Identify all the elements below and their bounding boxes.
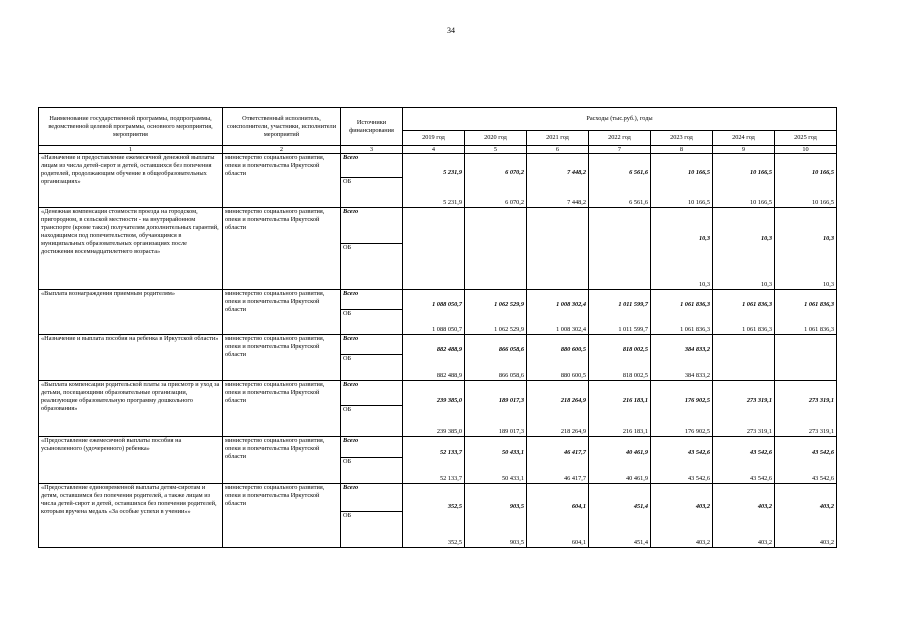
expense-cell	[651, 335, 713, 381]
source-ob-label: ОБ	[343, 178, 352, 185]
expense-cell	[465, 154, 527, 208]
expense-cell	[775, 437, 837, 484]
table-row	[39, 437, 837, 484]
source-ob-label: ОБ	[343, 310, 352, 317]
page-number: 34	[447, 26, 455, 35]
table-row	[39, 484, 837, 548]
expenses-table	[38, 107, 837, 548]
column-number: 4	[403, 146, 465, 154]
funding-source	[341, 437, 403, 484]
header-sources: Источники финансирования	[341, 108, 403, 146]
expense-ob-value: 239 385,0	[436, 428, 462, 435]
expense-total-value: 273 319,1	[746, 397, 772, 404]
expense-cell	[589, 290, 651, 335]
expense-cell	[713, 290, 775, 335]
expense-total-value: 6 070,2	[505, 169, 524, 176]
expense-ob-value: 1 061 836,3	[680, 326, 710, 333]
expense-ob-value: 10 166,5	[811, 199, 835, 206]
expense-cell	[713, 335, 775, 381]
expense-ob-value: 176 902,5	[684, 428, 710, 435]
source-ob-label: ОБ	[343, 512, 352, 519]
expense-cell	[775, 208, 837, 290]
expense-total-value: 10 166,5	[749, 169, 772, 176]
expense-ob-value: 43 542,6	[749, 475, 772, 482]
expense-cell	[589, 208, 651, 290]
column-number: 2	[223, 146, 341, 154]
year-header: 2021 год	[527, 131, 589, 146]
expense-cell	[403, 437, 465, 484]
expense-total-value: 1 008 302,4	[556, 301, 586, 308]
expense-cell	[403, 381, 465, 437]
activity-name: «Денежная компенсация стоимости проезда на городском, пригородном, в сельской местности - на внутрирайонном транспорте (кроме такси) получателям дополнительных гарантий, находящимся под попечительством, обучающимся в муниципальных образовательных организациях после достижения восемнадцатилетнего возраста»	[39, 208, 223, 290]
source-total-label: Всего	[341, 335, 402, 355]
expense-ob-value: 10,3	[760, 281, 772, 288]
expense-total-value: 1 062 529,9	[494, 301, 524, 308]
responsible-executor: министерство социального развития, опеки и попечительства Иркутской области	[223, 335, 341, 381]
year-header: 2022 год	[589, 131, 651, 146]
expense-ob-value: 7 448,2	[567, 199, 586, 206]
expense-cell	[589, 154, 651, 208]
year-header: 2020 год	[465, 131, 527, 146]
expense-total-value: 818 002,5	[622, 346, 648, 353]
expense-ob-value: 6 070,2	[505, 199, 524, 206]
table-row	[39, 290, 837, 335]
expense-total-value: 43 542,6	[749, 449, 772, 456]
responsible-executor: министерство социального развития, опеки и попечительства Иркутской области	[223, 208, 341, 290]
column-number: 6	[527, 146, 589, 154]
expense-total-value: 10 166,5	[811, 169, 835, 176]
expense-cell	[527, 381, 589, 437]
expense-total-value: 866 058,6	[498, 346, 524, 353]
expense-total-value: 40 461,9	[625, 449, 648, 456]
source-ob-label: ОБ	[343, 355, 352, 362]
expense-ob-value: 403,2	[757, 539, 772, 546]
expense-cell	[775, 484, 837, 548]
expense-ob-value: 6 561,6	[629, 199, 648, 206]
expense-ob-value: 218 264,9	[560, 428, 586, 435]
expense-total-value: 239 385,0	[436, 397, 462, 404]
expense-ob-value: 604,1	[571, 539, 586, 546]
expense-ob-value: 216 183,1	[622, 428, 648, 435]
expense-ob-value: 403,2	[695, 539, 710, 546]
source-total-label: Всего	[341, 290, 402, 310]
expense-ob-value: 273 319,1	[808, 428, 835, 435]
expense-ob-value: 43 542,6	[687, 475, 710, 482]
expense-ob-value: 40 461,9	[625, 475, 648, 482]
expense-cell	[775, 154, 837, 208]
expense-total-value: 1 061 836,3	[804, 301, 835, 308]
column-number: 7	[589, 146, 651, 154]
expense-ob-value: 10 166,5	[749, 199, 772, 206]
expense-ob-value: 52 133,7	[439, 475, 462, 482]
column-number: 10	[775, 146, 837, 154]
expense-ob-value: 1 088 050,7	[432, 326, 462, 333]
table-row	[39, 208, 837, 290]
expense-cell	[775, 381, 837, 437]
expense-total-value: 10,3	[760, 235, 772, 242]
expense-total-value: 218 264,9	[560, 397, 586, 404]
expense-total-value: 10,3	[822, 235, 835, 242]
expense-cell	[589, 437, 651, 484]
expense-cell	[527, 290, 589, 335]
activity-name: «Предоставление ежемесячной выплаты пособия на усыновленного (удочеренного) ребенка»	[39, 437, 223, 484]
activity-name: «Выплата вознаграждения приемным родителям»	[39, 290, 223, 335]
expense-ob-value: 880 600,5	[560, 372, 586, 379]
expense-total-value: 46 417,7	[563, 449, 586, 456]
expense-cell	[465, 381, 527, 437]
expense-ob-value: 384 833,2	[684, 372, 710, 379]
header-responsible: Ответственный исполнитель, соисполнители, участники, исполнители мероприятий	[223, 108, 341, 146]
expense-cell	[465, 335, 527, 381]
expense-total-value: 882 488,9	[436, 346, 462, 353]
responsible-executor: министерство социального развития, опеки и попечительства Иркутской области	[223, 381, 341, 437]
expense-ob-value: 1 061 836,3	[804, 326, 835, 333]
expense-ob-value: 403,2	[819, 539, 835, 546]
expense-total-value: 5 231,9	[443, 169, 462, 176]
expense-ob-value: 866 058,6	[498, 372, 524, 379]
expense-ob-value: 1 008 302,4	[556, 326, 586, 333]
expense-ob-value: 10,3	[698, 281, 710, 288]
expense-ob-value: 1 011 599,7	[618, 326, 648, 333]
expense-cell	[775, 335, 837, 381]
expense-cell	[713, 208, 775, 290]
expense-total-value: 6 561,6	[629, 169, 648, 176]
expense-cell	[527, 335, 589, 381]
expense-cell	[651, 381, 713, 437]
expense-cell	[403, 290, 465, 335]
activity-name: «Выплата компенсации родительской платы за присмотр и уход за детьми, посещающими образовательные организации, реализующие образовательную программу дошкольного образования»	[39, 381, 223, 437]
expense-cell	[403, 154, 465, 208]
expense-cell	[465, 484, 527, 548]
expense-cell	[713, 437, 775, 484]
expense-cell	[589, 484, 651, 548]
funding-source	[341, 381, 403, 437]
expense-ob-value: 43 542,6	[811, 475, 835, 482]
responsible-executor: министерство социального развития, опеки и попечительства Иркутской области	[223, 484, 341, 548]
expense-cell	[465, 437, 527, 484]
source-total-label: Всего	[341, 381, 402, 406]
header-expenses: Расходы (тыс.руб.), годы	[403, 108, 837, 131]
expense-cell	[403, 484, 465, 548]
expense-ob-value: 189 017,3	[498, 428, 524, 435]
year-header: 2024 год	[713, 131, 775, 146]
expense-total-value: 403,2	[695, 503, 710, 510]
expense-cell	[527, 484, 589, 548]
expense-total-value: 1 088 050,7	[432, 301, 462, 308]
expense-total-value: 403,2	[757, 503, 772, 510]
source-total-label: Всего	[341, 437, 402, 458]
expense-total-value: 903,5	[509, 503, 524, 510]
expense-total-value: 352,5	[447, 503, 462, 510]
responsible-executor: министерство социального развития, опеки и попечительства Иркутской области	[223, 437, 341, 484]
expense-ob-value: 352,5	[447, 539, 462, 546]
expense-cell	[713, 381, 775, 437]
expense-ob-value: 451,4	[633, 539, 648, 546]
expense-total-value: 10 166,5	[687, 169, 710, 176]
year-header: 2023 год	[651, 131, 713, 146]
expense-ob-value: 5 231,9	[443, 199, 462, 206]
expense-ob-value: 903,5	[509, 539, 524, 546]
source-ob-label: ОБ	[343, 406, 352, 413]
responsible-executor: министерство социального развития, опеки и попечительства Иркутской области	[223, 290, 341, 335]
expense-total-value: 50 433,1	[501, 449, 524, 456]
year-header: 2019 год	[403, 131, 465, 146]
expense-cell	[465, 290, 527, 335]
funding-source	[341, 154, 403, 208]
expense-ob-value: 1 061 836,3	[742, 326, 772, 333]
expense-cell	[589, 381, 651, 437]
source-total-label: Всего	[341, 154, 402, 178]
expense-cell	[651, 290, 713, 335]
expense-cell	[403, 208, 465, 290]
column-number: 9	[713, 146, 775, 154]
header-name: Наименование государственной программы, подпрограммы, ведомственной целевой программы, основного мероприятия, мероприятия	[39, 108, 223, 146]
expense-cell	[775, 290, 837, 335]
table-row	[39, 381, 837, 437]
activity-name: «Назначение и предоставление ежемесячной денежной выплаты лицам из числа детей-сирот и детей, оставшихся без попечения родителей, продолжающим обучение в общеобразовательных организациях»	[39, 154, 223, 208]
activity-name: «Назначение и выплата пособия на ребенка в Иркутской области»	[39, 335, 223, 381]
column-number: 8	[651, 146, 713, 154]
expense-ob-value: 50 433,1	[501, 475, 524, 482]
year-header: 2025 год	[775, 131, 837, 146]
expense-cell	[713, 154, 775, 208]
table-row	[39, 154, 837, 208]
expense-total-value: 10,3	[698, 235, 710, 242]
expense-ob-value: 882 488,9	[436, 372, 462, 379]
expense-cell	[589, 335, 651, 381]
expense-total-value: 273 319,1	[808, 397, 835, 404]
expense-ob-value: 1 062 529,9	[494, 326, 524, 333]
expense-cell	[527, 208, 589, 290]
expense-total-value: 451,4	[633, 503, 648, 510]
expense-cell	[527, 154, 589, 208]
expense-total-value: 43 542,6	[687, 449, 710, 456]
expense-total-value: 7 448,2	[567, 169, 586, 176]
expense-total-value: 1 011 599,7	[618, 301, 648, 308]
expense-ob-value: 273 319,1	[746, 428, 772, 435]
expense-ob-value: 818 002,5	[622, 372, 648, 379]
expense-cell	[527, 437, 589, 484]
expense-ob-value: 46 417,7	[563, 475, 586, 482]
expense-total-value: 52 133,7	[439, 449, 462, 456]
funding-source	[341, 484, 403, 548]
expense-total-value: 604,1	[571, 503, 586, 510]
expense-cell	[651, 484, 713, 548]
expense-total-value: 880 600,5	[560, 346, 586, 353]
source-ob-label: ОБ	[343, 244, 352, 251]
column-number: 1	[39, 146, 223, 154]
expense-cell	[713, 484, 775, 548]
expense-total-value: 189 017,3	[498, 397, 524, 404]
column-number: 5	[465, 146, 527, 154]
source-ob-label: ОБ	[343, 458, 352, 465]
source-total-label: Всего	[341, 484, 402, 512]
expense-ob-value: 10 166,5	[687, 199, 710, 206]
expense-total-value: 403,2	[819, 503, 835, 510]
expense-ob-value: 10,3	[822, 281, 835, 288]
source-total-label: Всего	[341, 208, 402, 244]
expense-total-value: 43 542,6	[811, 449, 835, 456]
table-row	[39, 335, 837, 381]
activity-name: «Предоставление единовременной выплаты детям-сиротам и детям, оставшимся без попечения родителей, а также лицам из числа детей-сирот и детей, оставшихся без попечения родителей, которым вручена медаль «За особые успехи в учении»»	[39, 484, 223, 548]
responsible-executor: министерство социального развития, опеки и попечительства Иркутской области	[223, 154, 341, 208]
expense-cell	[465, 208, 527, 290]
expense-cell	[651, 437, 713, 484]
funding-source	[341, 335, 403, 381]
funding-source	[341, 290, 403, 335]
funding-source	[341, 208, 403, 290]
expense-cell	[403, 335, 465, 381]
expense-total-value: 1 061 836,3	[680, 301, 710, 308]
column-number: 3	[341, 146, 403, 154]
expense-total-value: 176 902,5	[684, 397, 710, 404]
expense-total-value: 384 833,2	[684, 346, 710, 353]
expense-cell	[651, 154, 713, 208]
expense-total-value: 1 061 836,3	[742, 301, 772, 308]
expense-total-value: 216 183,1	[622, 397, 648, 404]
expense-cell	[651, 208, 713, 290]
